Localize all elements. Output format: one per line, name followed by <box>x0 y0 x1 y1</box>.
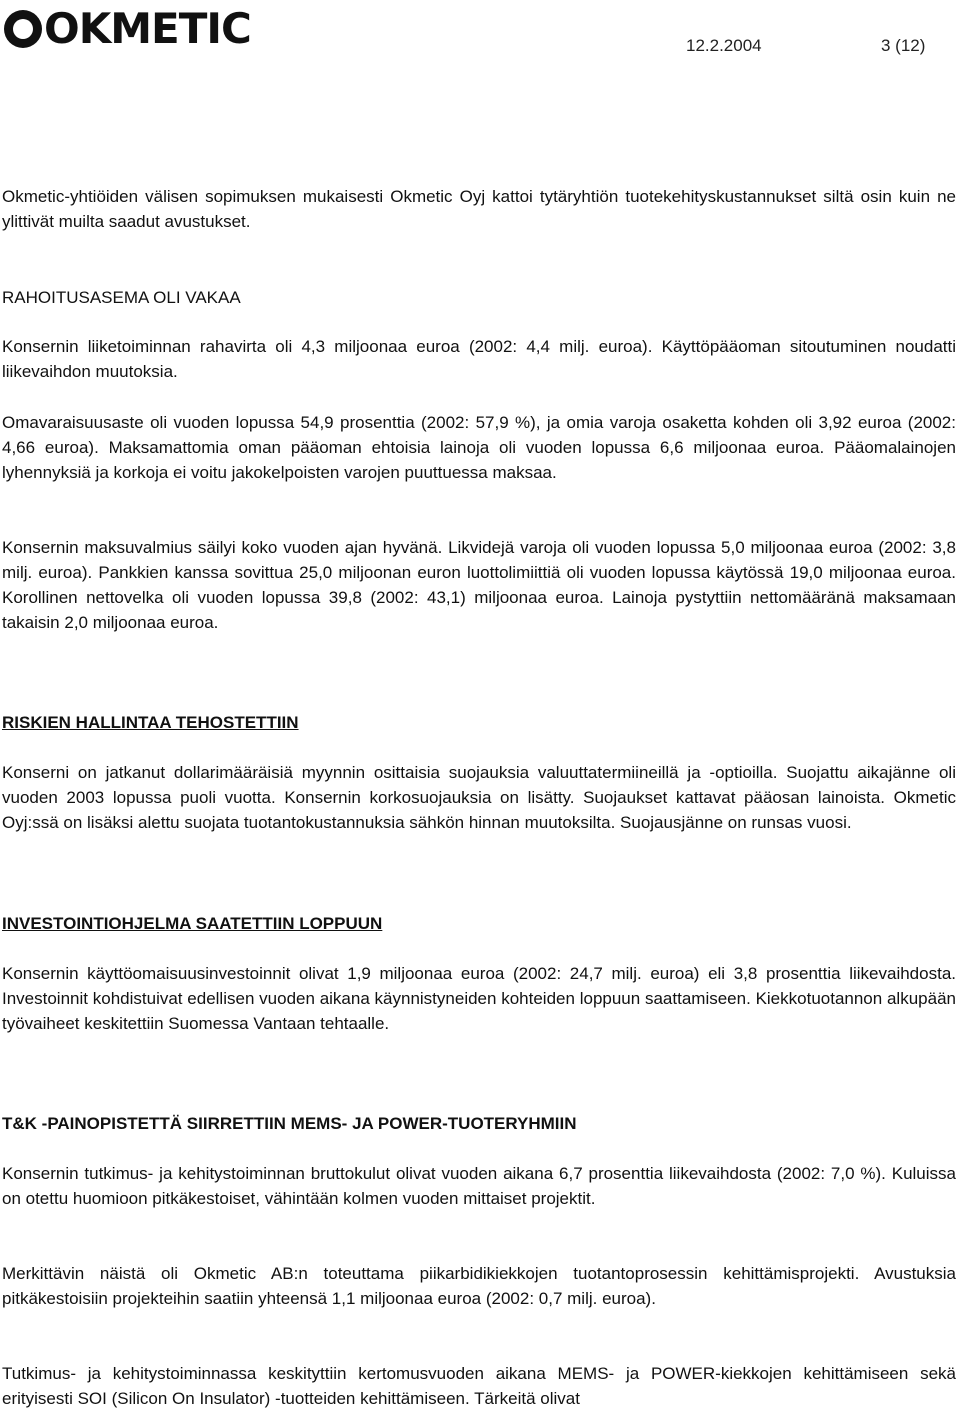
paragraph-hedging: Konserni on jatkanut dollarimääräisiä myynnin osittaisia suojauksia valuuttatermiineillä ja -optioilla. Suojattu aikajänne oli vuoden 2003 lopussa puoli vuotta. Konsernin korkosuojauksia on lisätty. Suojaukset kattavat pääosan lainoista. Okmetic Oyj:ssä on lisäksi alettu suojata tuotantokustannuksia sähkön hinnan muutoksilta. Suojausjänne on runsas vuosi. <box>2 763 956 832</box>
paragraph-okmetic-ab: Merkittävin näistä oli Okmetic AB:n toteuttama piikarbidikiekkojen tuotantoprosessin kehittämisprojekti. Avustuksia pitkäkestoisiin projekteihin saatiin yhteensä 1,1 miljoonaa euroa (2002: 0,7 milj. euroa). <box>2 1264 956 1308</box>
heading-financing: RAHOITUSASEMA OLI VAKAA <box>2 288 241 307</box>
heading-risk-management: RISKIEN HALLINTAA TEHOSTETTIIN <box>2 713 299 732</box>
page-number: 3 (12) <box>881 36 926 55</box>
logo-circle-icon <box>4 10 42 48</box>
paragraph-liquidity: Konsernin maksuvalmius säilyi koko vuoden ajan hyvänä. Likvidejä varoja oli vuoden lopussa 5,0 miljoonaa euroa (2002: 3,8 milj. euroa). Pankkien kanssa sovittua 25,0 miljoonan euron luottolimiittiä oli vuoden lopussa käytössä 19,0 miljoonaa euroa. Korollinen nettovelka oli vuoden lopussa 39,8 (2002: 43,1) miljoonaa euroa. Lainoja pystyttiin nettomääränä maksamaan takaisin 2,0 miljoonaa euroa. <box>2 538 956 632</box>
heading-investment: INVESTOINTIOHJELMA SAATETTIIN LOPPUUN <box>2 914 383 933</box>
document-date: 12.2.2004 <box>686 36 762 55</box>
paragraph-subsidiary-costs: Okmetic-yhtiöiden välisen sopimuksen mukaisesti Okmetic Oyj kattoi tytäryhtiön tuotekehityskustannukset siltä osin kuin ne ylittivät muilta saadut avustukset. <box>2 187 956 231</box>
paragraph-cash-flow: Konsernin liiketoiminnan rahavirta oli 4,3 miljoonaa euroa (2002: 4,4 milj. euroa). Käyttöpääoman sitoutuminen noudatti liikevaihdon muutoksia. <box>2 337 956 381</box>
paragraph-mems-power: Tutkimus- ja kehitystoiminnassa keskityttiin kertomusvuoden aikana MEMS- ja POWER-kiekkojen kehittämiseen sekä erityisesti SOI (Silicon On Insulator) -tuotteiden kehittämiseen. Tärkeitä olivat <box>2 1364 956 1408</box>
paragraph-rnd-costs: Konsernin tutkimus- ja kehitystoiminnan bruttokulut olivat vuoden aikana 6,7 prosenttia liikevaihdosta (2002: 7,0 %). Kuluissa on otettu huomioon pitkäkestoiset, vähintään kolmen vuoden mittaiset projektit. <box>2 1164 956 1208</box>
heading-rnd: T&K -PAINOPISTETTÄ SIIRRETTIIN MEMS- JA POWER-TUOTERYHMIIN <box>2 1114 577 1133</box>
page-header <box>0 0 960 70</box>
paragraph-investments: Konsernin käyttöomaisuusinvestoinnit olivat 1,9 miljoonaa euroa (2002: 24,7 milj. euroa) eli 3,8 prosenttia liikevaihdosta. Investoinnit kohdistuivat edellisen vuoden aikana käynnistyneiden kohteiden loppuun saattamiseen. Kiekkotuotannon alkupään työvaiheet keskitettiin Suomessa Vantaan tehtaalle. <box>2 964 956 1033</box>
paragraph-equity-ratio: Omavaraisuusaste oli vuoden lopussa 54,9 prosenttia (2002: 57,9 %), ja omia varoja osaketta kohden oli 3,92 euroa (2002: 4,66 euroa). Maksamattomia oman pääoman ehtoisia lainoja oli vuoden lopussa 6,6 miljoonaa euroa. Pääomalainojen lyhennyksiä ja korkoja ei voitu jakokelpoisten varojen puuttuessa maksaa. <box>2 413 956 482</box>
okmetic-logo <box>4 4 251 53</box>
logo-text: OKMETIC <box>44 4 251 53</box>
